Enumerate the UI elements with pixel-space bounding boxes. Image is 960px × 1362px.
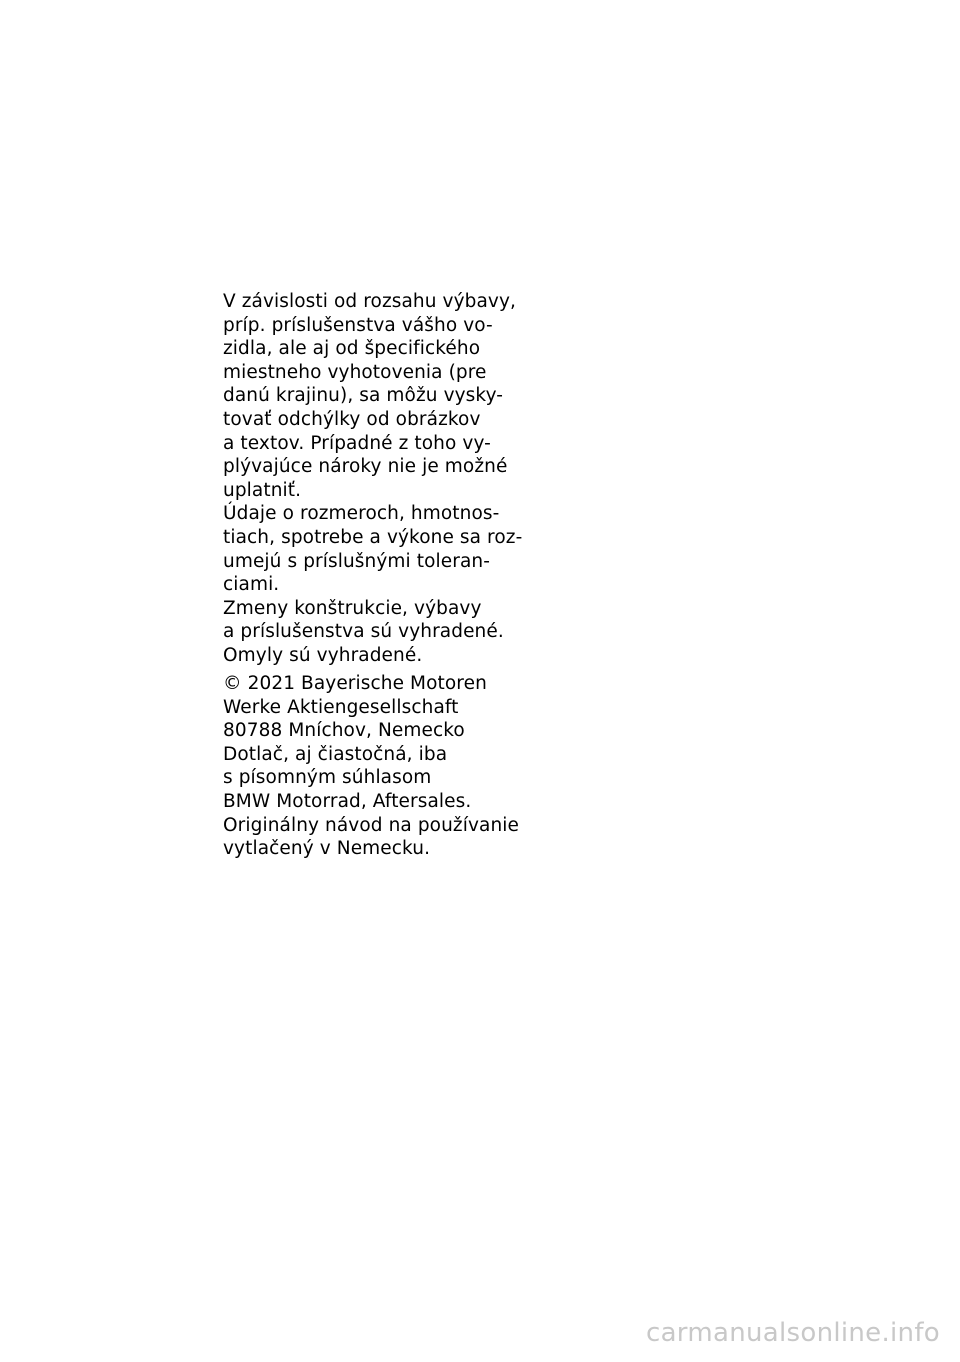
copyright-line: Werke Aktiengesellschaft [223,696,459,718]
disclaimer-line: tovať odchýlky od obrázkov [223,408,481,430]
copyright-line: 80788 Mníchov, Nemecko [223,720,465,742]
copyright-paragraph [223,672,520,861]
disclaimer-line: tiach, spotrebe a výkone sa roz- [223,526,523,548]
disclaimer-line: ciami. [223,574,280,596]
disclaimer-line: plývajúce nároky nie je možné [223,456,508,478]
disclaimer-line: umejú s príslušnými toleran- [223,550,490,572]
disclaimer-line: a textov. Prípadné z toho vy- [223,432,491,454]
disclaimer-line: uplatniť. [223,479,302,501]
disclaimer-line: zidla, ale aj od špecifického [223,338,481,360]
disclaimer-line: V závislosti od rozsahu výbavy, [223,291,517,312]
disclaimer-line: a príslušenstva sú vyhradené. [223,621,504,643]
disclaimer-line: danú krajinu), sa môžu vysky- [223,385,504,407]
copyright-line: Originálny návod na používanie [223,814,520,836]
copyright-line: vytlačený v Nemecku. [223,838,431,860]
disclaimer-paragraph [223,290,523,668]
copyright-line: © 2021 Bayerische Motoren [223,673,487,694]
disclaimer-line: Zmeny konštrukcie, výbavy [223,597,482,619]
disclaimer-line: miestneho vyhotovenia (pre [223,361,487,383]
disclaimer-line: Omyly sú vyhradené. [223,644,423,666]
copyright-line: BMW Motorrad, Aftersales. [223,790,472,812]
copyright-line: Dotlač, aj čiastočná, iba [223,743,448,765]
disclaimer-line: príp. príslušenstva vášho vo- [223,314,493,336]
copyright-line: s písomným súhlasom [223,767,432,789]
disclaimer-line: Údaje o rozmeroch, hmotnos- [223,503,500,525]
watermark-text: carmanualsonline.info [645,1318,940,1348]
